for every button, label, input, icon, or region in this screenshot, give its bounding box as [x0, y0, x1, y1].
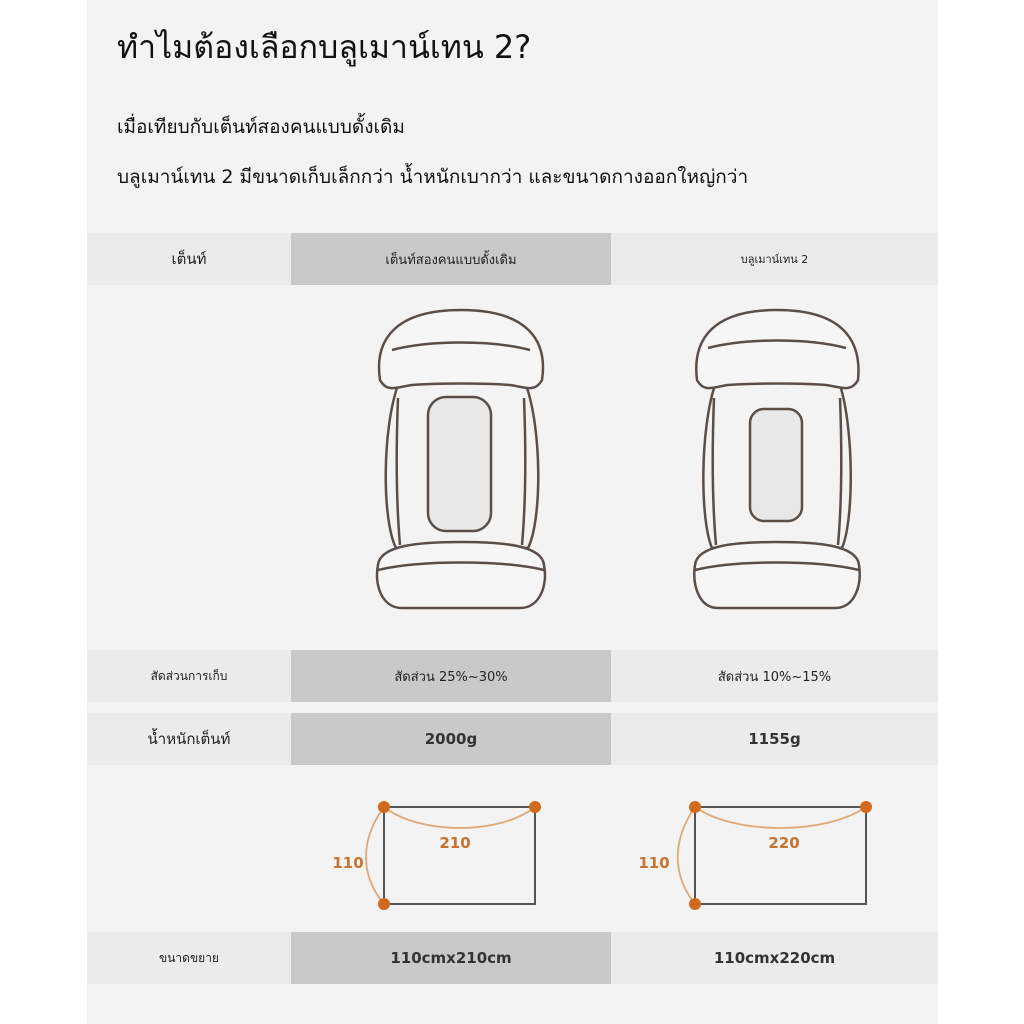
traditional-height-label: 110 [332, 854, 364, 872]
traditional-footprint-rect [384, 807, 535, 904]
bluemountain-storage-ratio: สัดส่วน 10%~15% [717, 669, 832, 685]
page-title: ทำไมต้องเลือกบลูเมาน์เทน 2? [117, 28, 532, 66]
bluemountain-height-arc [678, 807, 695, 904]
bluemountain-corner-dot [689, 898, 701, 910]
expanded-size-label: ขนาดขยาย [159, 950, 219, 965]
bluemountain-width-arc [695, 807, 866, 828]
traditional-corner-dot [378, 898, 390, 910]
storage-ratio-label: สัดส่วนการเก็บ [150, 668, 228, 683]
bluemountain-weight-value: 1155g [748, 730, 801, 748]
traditional-footprint-diagram [332, 801, 541, 910]
bluemountain-corner-dot [860, 801, 872, 813]
expanded-size-row [87, 932, 938, 984]
traditional-storage-ratio: สัดส่วน 25%~30% [291, 650, 611, 702]
traditional-tent-header: เต็นท์สองคนแบบดั้งเดิม [291, 233, 611, 285]
traditional-corner-dot [378, 801, 390, 813]
bluemountain-corner-dot [689, 801, 701, 813]
bluemountain-size-value: 110cmx220cm [713, 949, 836, 967]
intro-line-2: บลูเมาน์เทน 2 มีขนาดเก็บเล็กกว่า น้ำหนักเบากว่า และขนาดกางออกใหญ่กว่า [117, 166, 749, 188]
bluemountain-height-label: 110 [638, 854, 670, 872]
traditional-size-value: 110cmx210cm [291, 932, 611, 984]
bluemountain-width-label: 220 [768, 834, 800, 852]
traditional-width-label: 210 [439, 834, 471, 852]
traditional-weight-value: 2000g [291, 713, 611, 765]
traditional-height-arc [366, 807, 384, 904]
traditional-width-arc [384, 807, 535, 828]
tent-column-label: เต็นท์ [171, 250, 207, 268]
intro-line-1: เมื่อเทียบกับเต็นท์สองคนแบบดั้งเดิม [117, 116, 405, 138]
bluemountain-header: บลูเมาน์เทน 2 [740, 253, 809, 266]
bluemountain-footprint-diagram [638, 801, 872, 910]
traditional-corner-dot [529, 801, 541, 813]
tent-weight-label: น้ำหนักเต็นท์ [147, 730, 231, 748]
bluemountain-footprint-rect [695, 807, 866, 904]
